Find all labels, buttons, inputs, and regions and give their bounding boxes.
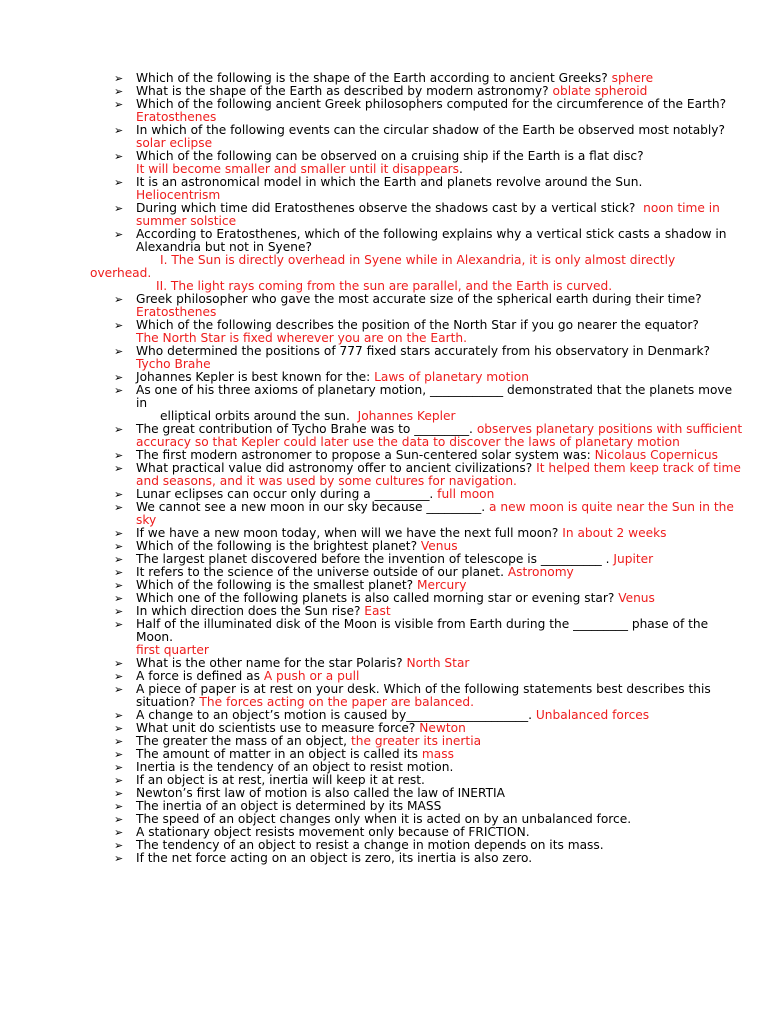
answer: Heliocentrism — [136, 188, 221, 202]
arrow-bullet-icon: ➢ — [114, 761, 124, 774]
arrow-bullet-icon: ➢ — [114, 826, 124, 839]
answer-i: I. The Sun is directly overhead in Syene while in Alexandria, it is only almost directly overhead. — [90, 253, 676, 280]
arrow-bullet-icon: ➢ — [114, 592, 124, 605]
answer: East — [364, 604, 391, 618]
arrow-bullet-icon: ➢ — [114, 371, 124, 384]
arrow-bullet-icon: ➢ — [114, 657, 124, 670]
arrow-bullet-icon: ➢ — [114, 488, 124, 501]
arrow-bullet-icon: ➢ — [114, 176, 124, 189]
answer: Tycho Brahe — [136, 357, 211, 371]
list-item: ➢ Which of the following describes the position of the North Star if you go nearer the equator? The North Star is fixed wherever you are on the Earth. — [114, 318, 699, 345]
answer: The forces acting on the paper are balanced. — [199, 695, 474, 709]
answer: Unbalanced forces — [535, 708, 650, 722]
answer: mass — [421, 747, 454, 761]
arrow-bullet-icon: ➢ — [114, 735, 124, 748]
arrow-bullet-icon: ➢ — [114, 852, 124, 865]
list-item: ➢ If the net force acting on an object is zero, its inertia is also zero. — [114, 851, 533, 865]
list-item: ➢ In which direction does the Sun rise? East — [114, 604, 391, 618]
answer: full moon — [437, 487, 495, 501]
answer: noon time in summer solstice — [136, 201, 720, 228]
list-item: ➢ A piece of paper is at rest on your desk. Which of the following statements best describes this situation? The forces acting on the paper are balanced. — [114, 682, 711, 709]
arrow-bullet-icon: ➢ — [114, 345, 124, 358]
answer: Nicolaus Copernicus — [594, 448, 718, 462]
list-item: ➢ Which of the following is the smallest planet? Mercury — [114, 578, 467, 592]
answer: Newton — [419, 721, 466, 735]
list-item: ➢ Newton’s first law of motion is also called the law of INERTIA — [114, 786, 505, 800]
answer: first quarter — [136, 643, 209, 657]
list-item: ➢ Which of the following is the brightest planet? Venus — [114, 539, 458, 553]
answer: In about 2 weeks — [562, 526, 667, 540]
list-item: ➢ The largest planet discovered before the invention of telescope is __________ . Jupiter — [114, 552, 654, 566]
list-item: ➢ A change to an object’s motion is caused by____________________. Unbalanced forces — [114, 708, 650, 722]
arrow-bullet-icon: ➢ — [114, 527, 124, 540]
answer: Eratosthenes — [136, 110, 217, 124]
answer: It will become smaller and smaller until it disappears — [136, 162, 460, 176]
arrow-bullet-icon: ➢ — [114, 540, 124, 553]
list-item: ➢ If an object is at rest, inertia will keep it at rest. — [114, 773, 425, 787]
answer: Venus — [420, 539, 458, 553]
arrow-bullet-icon: ➢ — [114, 228, 124, 241]
arrow-bullet-icon: ➢ — [114, 85, 124, 98]
list-item: ➢ Who determined the positions of 777 fixed stars accurately from his observatory in Denmark? Tycho Brahe — [114, 344, 711, 371]
answer: Jupiter — [613, 552, 654, 566]
answer: Venus — [618, 591, 655, 605]
arrow-bullet-icon: ➢ — [114, 839, 124, 852]
answer: The North Star is fixed wherever you are on the Earth. — [136, 331, 467, 345]
question-list — [0, 72, 768, 865]
arrow-bullet-icon: ➢ — [114, 709, 124, 722]
list-item: ➢ In which of the following events can the circular shadow of the Earth be observed most notably? solar eclipse — [114, 123, 725, 150]
arrow-bullet-icon: ➢ — [114, 748, 124, 761]
arrow-bullet-icon: ➢ — [114, 319, 124, 332]
arrow-bullet-icon: ➢ — [114, 813, 124, 826]
answer: Mercury — [417, 578, 467, 592]
list-item: ➢ It refers to the science of the universe outside of our planet. Astronomy — [114, 565, 574, 579]
arrow-bullet-icon: ➢ — [114, 72, 124, 85]
list-item: ➢ As one of his three axioms of planetary motion, ____________ demonstrated that the planets move in elliptical orbits around the sun. Johannes Kepler — [114, 383, 733, 423]
list-item: ➢ If we have a new moon today, when will we have the next full moon? In about 2 weeks — [114, 526, 667, 540]
list-item: ➢ The inertia of an object is determined by its MASS — [114, 799, 442, 813]
answer-ii: II. The light rays coming from the sun are parallel, and the Earth is curved. — [156, 279, 613, 293]
arrow-bullet-icon: ➢ — [114, 501, 124, 514]
list-item: ➢ A stationary object resists movement only because of FRICTION. — [114, 825, 530, 839]
arrow-bullet-icon: ➢ — [114, 449, 124, 462]
list-item: ➢ Greek philosopher who gave the most accurate size of the spherical earth during their time? Eratosthenes — [114, 292, 702, 319]
arrow-bullet-icon: ➢ — [114, 98, 124, 111]
answer: sphere — [611, 71, 654, 85]
list-item: ➢ The greater the mass of an object, the greater its inertia — [114, 734, 482, 748]
list-item: ➢ We cannot see a new moon in our sky because _________. a new moon is quite near the Sun in the sky — [114, 500, 734, 527]
arrow-bullet-icon: ➢ — [114, 774, 124, 787]
answer: the greater its inertia — [350, 734, 482, 748]
list-item: ➢ According to Eratosthenes, which of the following explains why a vertical stick casts a shadow in Alexandria but not in Syene? — [114, 227, 727, 254]
list-item: ➢ During which time did Eratosthenes observe the shadows cast by a vertical stick? noon time in summer solstice — [114, 201, 720, 228]
list-item: ➢ Which of the following ancient Greek philosophers computed for the circumference of the Earth? Eratosthenes — [114, 97, 727, 124]
arrow-bullet-icon: ➢ — [114, 800, 124, 813]
arrow-bullet-icon: ➢ — [114, 150, 124, 163]
arrow-bullet-icon: ➢ — [114, 202, 124, 215]
list-item: ➢ A force is defined as A push or a pull — [114, 669, 360, 683]
arrow-bullet-icon: ➢ — [114, 670, 124, 683]
arrow-bullet-icon: ➢ — [114, 566, 124, 579]
list-item: ➢ Half of the illuminated disk of the Moon is visible from Earth during the _________ phase of the Moon. first quarter — [114, 617, 709, 657]
answer: A push or a pull — [263, 669, 360, 683]
list-item: ➢ The first modern astronomer to propose a Sun-centered solar system was: Nicolaus Copernicus — [114, 448, 718, 462]
answer: Eratosthenes — [136, 305, 217, 319]
answer: Johannes Kepler — [357, 409, 456, 423]
list-item: ➢ The speed of an object changes only when it is acted on by an unbalanced force. — [114, 812, 632, 826]
answer: a new moon is quite near the Sun in the sky — [136, 500, 734, 527]
list-item: ➢ The great contribution of Tycho Brahe was to _________. observes planetary positions with sufficient accuracy so that Kepler could later use the data to discover the laws of planetary motion — [114, 422, 743, 449]
arrow-bullet-icon: ➢ — [114, 553, 124, 566]
list-item: ➢ The tendency of an object to resist a change in motion depends on its mass. — [114, 838, 604, 852]
list-item: ➢ Johannes Kepler is best known for the: Laws of planetary motion — [114, 370, 529, 384]
answer: solar eclipse — [136, 136, 213, 150]
list-item: ➢ What is the other name for the star Polaris? North Star — [114, 656, 470, 670]
answer: Laws of planetary motion — [374, 370, 529, 384]
list-item: ➢ What is the shape of the Earth as described by modern astronomy? oblate spheroid — [114, 84, 648, 98]
arrow-bullet-icon: ➢ — [114, 683, 124, 696]
arrow-bullet-icon: ➢ — [114, 423, 124, 436]
arrow-bullet-icon: ➢ — [114, 605, 124, 618]
list-item: ➢ What unit do scientists use to measure force? Newton — [114, 721, 466, 735]
list-item: ➢ Inertia is the tendency of an object to resist motion. — [114, 760, 454, 774]
list-item: ➢ Which of the following is the shape of the Earth according to ancient Greeks? sphere — [114, 71, 654, 85]
list-item: ➢ Lunar eclipses can occur only during a _________. full moon — [114, 487, 495, 501]
arrow-bullet-icon: ➢ — [114, 787, 124, 800]
arrow-bullet-icon: ➢ — [114, 384, 124, 397]
arrow-bullet-icon: ➢ — [114, 579, 124, 592]
list-item: ➢ The amount of matter in an object is called its mass — [114, 747, 454, 761]
arrow-bullet-icon: ➢ — [114, 462, 124, 475]
answer: North Star — [406, 656, 470, 670]
list-item: ➢ Which of the following can be observed on a cruising ship if the Earth is a flat disc? It will become smaller and smaller until it disappears. — [114, 149, 644, 176]
list-item: ➢ Which one of the following planets is also called morning star or evening star? Venus — [114, 591, 655, 605]
arrow-bullet-icon: ➢ — [114, 722, 124, 735]
arrow-bullet-icon: ➢ — [114, 124, 124, 137]
list-item: ➢ It is an astronomical model in which the Earth and planets revolve around the Sun. Heliocentrism — [114, 175, 643, 202]
answer: observes planetary positions with sufficient accuracy so that Kepler could later use the data to discover the laws of planetary motion — [136, 422, 743, 449]
arrow-bullet-icon: ➢ — [114, 618, 124, 631]
answer: It helped them keep track of time and seasons, and it was used by some cultures for navigation. — [136, 461, 741, 488]
arrow-bullet-icon: ➢ — [114, 293, 124, 306]
answer: Astronomy — [507, 565, 574, 579]
list-item: ➢ What practical value did astronomy offer to ancient civilizations? It helped them keep track of time and seasons, and it was used by some cultures for navigation. — [114, 461, 741, 488]
answer: oblate spheroid — [552, 84, 648, 98]
